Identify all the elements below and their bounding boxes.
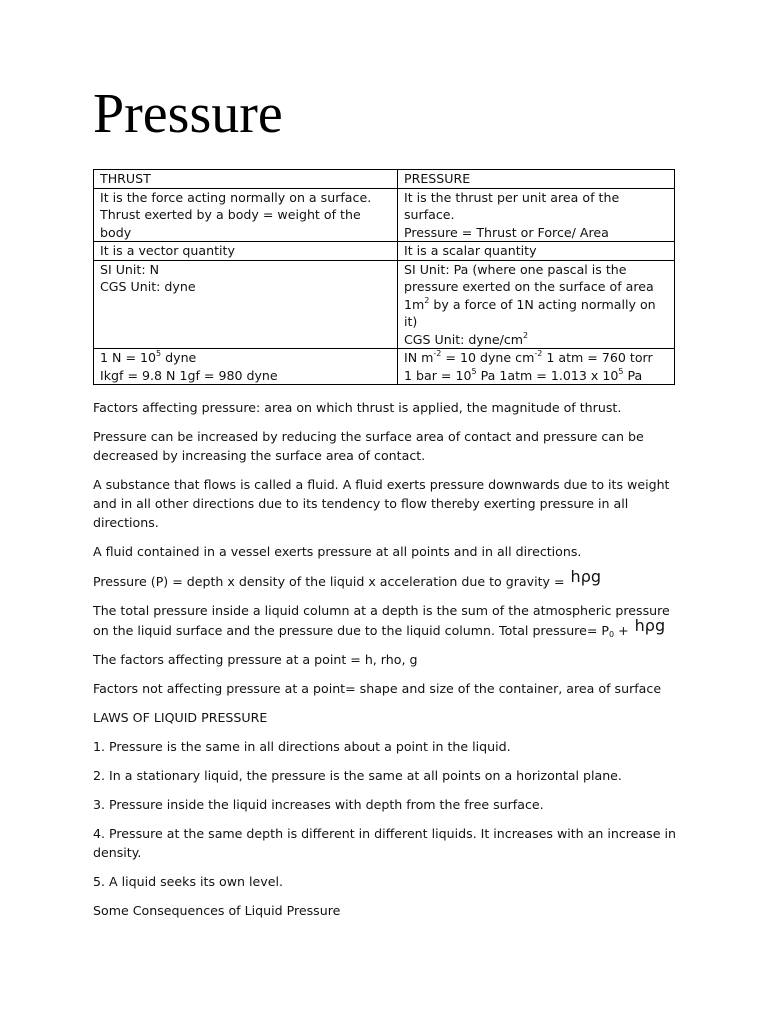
page-title: Pressure bbox=[93, 83, 283, 145]
table-row bbox=[94, 349, 675, 385]
units-text: by a force of 1N acting normally on it) CGS Unit: dyne/cm bbox=[404, 296, 656, 347]
paragraph: Factors affecting pressure: area on which thrust is applied, the magnitude of thrust. bbox=[93, 400, 622, 415]
formula-text: Pressure (P) = depth x density of the liquid x acceleration due to gravity = bbox=[93, 574, 565, 589]
conversion-text: Ikgf = 9.8 N 1gf = 980 dyne bbox=[100, 367, 278, 383]
section-heading: LAWS OF LIQUID PRESSURE bbox=[93, 710, 268, 725]
superscript: 2 bbox=[424, 295, 430, 305]
paragraph: A fluid contained in a vessel exerts pressure at all points and in all directions. bbox=[93, 544, 582, 559]
units-text: SI Unit: Pa (where one pascal is the pressure exerted on the surface of area 1m bbox=[404, 261, 654, 312]
table-cell: It is a scalar quantity bbox=[398, 242, 675, 261]
table-cell-units-thrust: SI Unit: N CGS Unit: dyne bbox=[94, 260, 398, 349]
superscript: 2 bbox=[523, 330, 529, 340]
list-item: 2. In a stationary liquid, the pressure is the same at all points on a horizontal plane. bbox=[93, 768, 622, 783]
table-cell-conversions-pressure bbox=[398, 349, 675, 385]
paragraph: Pressure can be increased by reducing the surface area of contact and pressure can be decreased by increasing the surface area of contact. bbox=[93, 429, 644, 463]
hpg-formula: hρg bbox=[634, 616, 666, 635]
paragraph: A substance that flows is called a fluid. A fluid exerts pressure downwards due to its weight and in all other directions due to its tendency to flow thereby exerting pressure in all directions. bbox=[93, 477, 670, 530]
superscript: 5 bbox=[156, 349, 162, 358]
table-row bbox=[94, 242, 675, 261]
paragraph bbox=[93, 601, 683, 640]
thrust-pressure-table bbox=[93, 169, 675, 385]
paragraph: The factors affecting pressure at a point = h, rho, g bbox=[93, 652, 418, 667]
list-item: 5. A liquid seeks its own level. bbox=[93, 874, 283, 889]
superscript: -2 bbox=[534, 349, 543, 358]
conversion-text: Pa 1atm = 1.013 x 10 bbox=[476, 367, 619, 383]
subscript: 0 bbox=[609, 630, 615, 639]
conversion-text: 1 N = 10 bbox=[100, 350, 157, 365]
table-row bbox=[94, 260, 675, 349]
hpg-formula: hρg bbox=[570, 567, 601, 586]
paragraph-text: The total pressure inside a liquid column at a depth is the sum of the atmospheric pressure on the liquid surface and the pressure due to the liquid column. Total pressure= P bbox=[93, 603, 670, 638]
paragraph: Factors not affecting pressure at a point= shape and size of the container, area of surface bbox=[93, 681, 662, 696]
paragraph: Some Consequences of Liquid Pressure bbox=[93, 903, 341, 918]
table-header-cell: PRESSURE bbox=[398, 170, 675, 189]
list-item: 1. Pressure is the same in all directions about a point in the liquid. bbox=[93, 739, 511, 754]
superscript: 5 bbox=[618, 366, 624, 376]
conversion-text: dyne bbox=[161, 350, 197, 365]
table-header-row bbox=[94, 170, 675, 189]
paragraph bbox=[93, 567, 683, 591]
conversion-text: 1 bar = 10 bbox=[404, 367, 472, 383]
list-item: 4. Pressure at the same depth is different in different liquids. It increases with an increase in density. bbox=[93, 826, 676, 860]
table-cell: It is the force acting normally on a surface. Thrust exerted by a body = weight of the body bbox=[94, 188, 398, 242]
table-cell-units-pressure bbox=[398, 260, 675, 349]
paragraph-text: + bbox=[614, 623, 629, 638]
table-cell-conversions-thrust bbox=[94, 349, 398, 385]
table-cell: It is the thrust per unit area of the surface. Pressure = Thrust or Force/ Area bbox=[398, 188, 675, 242]
table-header-cell: THRUST bbox=[94, 170, 398, 189]
conversion-text: Pa bbox=[623, 367, 643, 383]
table-row bbox=[94, 188, 675, 242]
superscript: -2 bbox=[433, 349, 442, 358]
body-text bbox=[93, 398, 683, 930]
conversion-text: 1 atm = 760 torr bbox=[542, 350, 653, 365]
table-cell: It is a vector quantity bbox=[94, 242, 398, 261]
conversion-text: = 10 dyne cm bbox=[441, 350, 535, 365]
superscript: 5 bbox=[471, 366, 477, 376]
list-item: 3. Pressure inside the liquid increases with depth from the free surface. bbox=[93, 797, 544, 812]
conversion-text: IN m bbox=[404, 350, 434, 365]
